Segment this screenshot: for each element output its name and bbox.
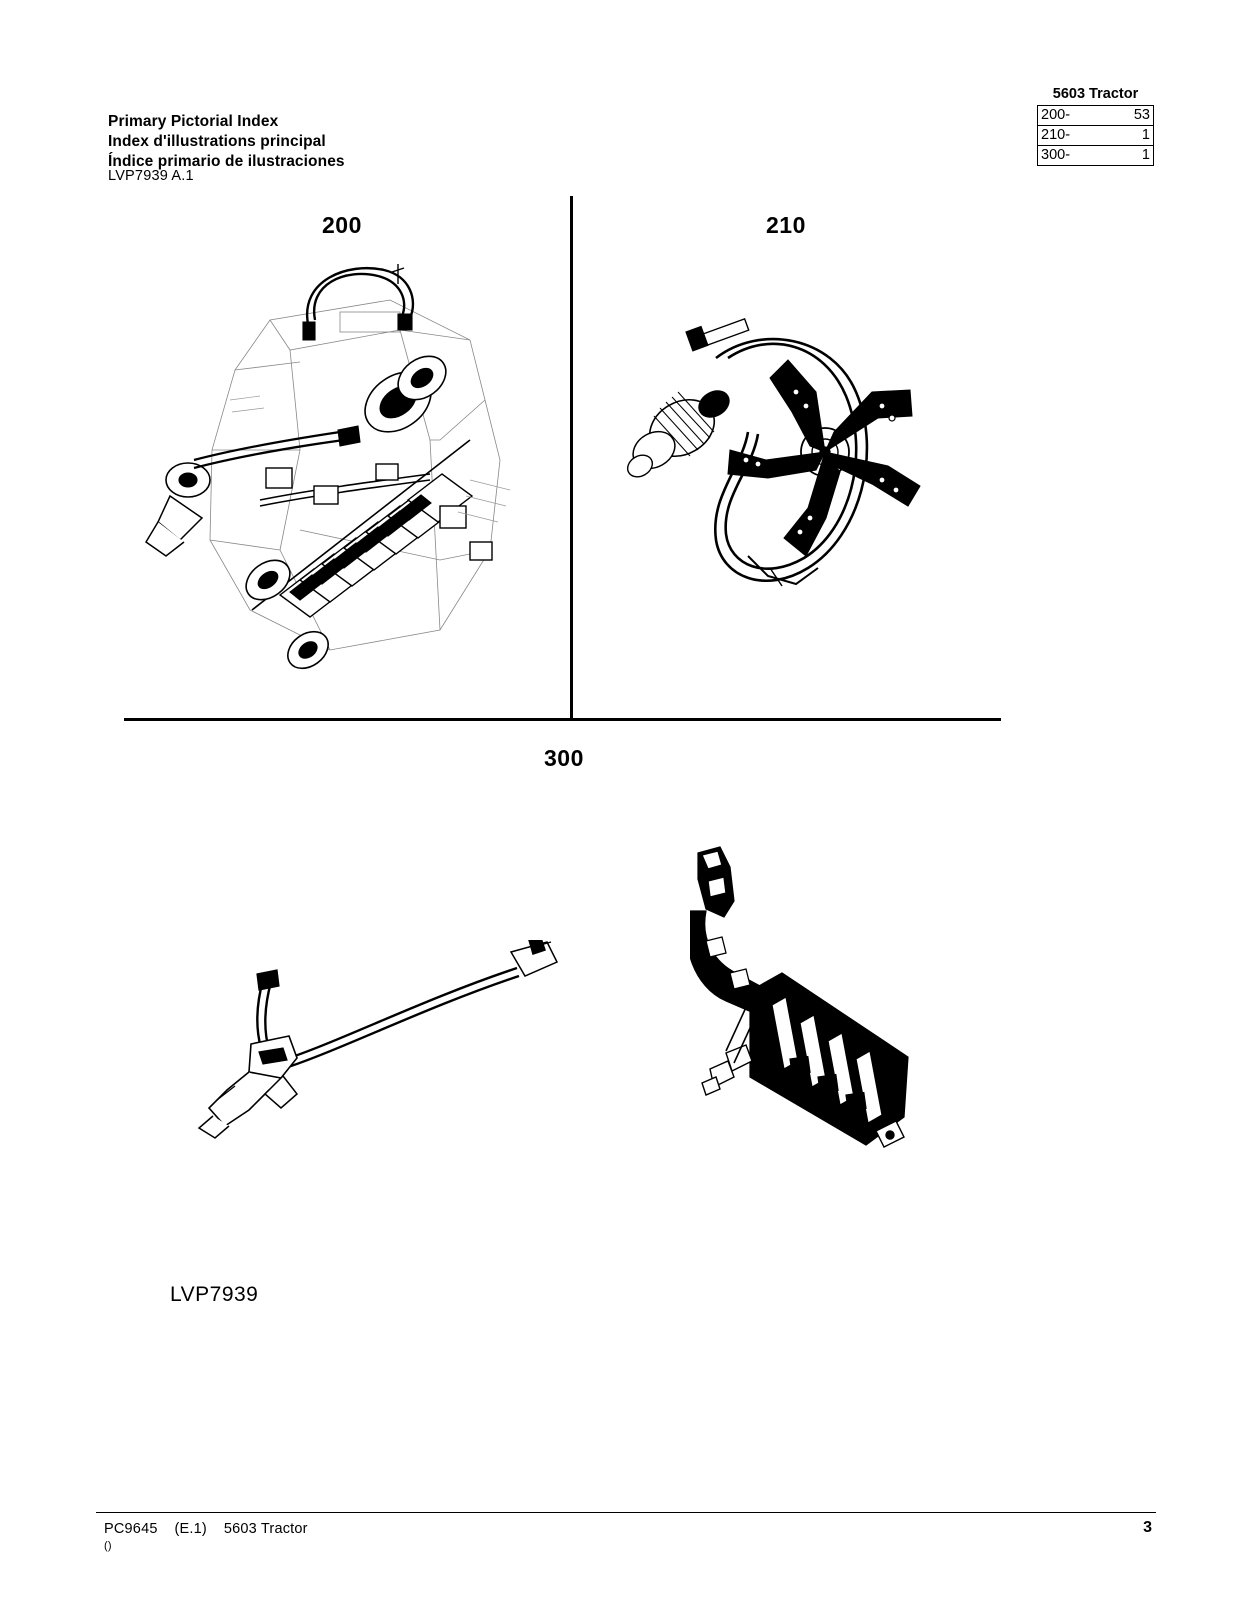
title-spanish: Índice primario de ilustraciones	[108, 153, 345, 170]
figure-label-210: 210	[766, 212, 806, 238]
figure-label-200: 200	[322, 212, 362, 238]
section-index-table	[1037, 105, 1154, 166]
section-code: 200-	[1041, 107, 1071, 123]
section-page: 53	[1133, 107, 1150, 123]
document-title: 5603 Tractor	[1052, 86, 1139, 102]
figure-code: LVP7939 A.1	[108, 168, 194, 184]
title-english: Primary Pictorial Index	[108, 113, 279, 130]
vertical-divider	[570, 196, 573, 720]
figure-image-200	[140, 250, 550, 690]
page-number: 3	[1143, 1519, 1152, 1536]
section-page: 1	[1141, 147, 1150, 163]
figure-label-300: 300	[544, 745, 584, 771]
figure-image-300-left	[185, 940, 565, 1140]
table-row	[1038, 126, 1153, 146]
footer-subline: ()	[104, 1540, 112, 1552]
manual-model: 5603 Tractor	[223, 1521, 308, 1537]
section-code: 300-	[1041, 147, 1071, 163]
manual-edition: (E.1)	[174, 1521, 207, 1537]
footer-left	[104, 1521, 308, 1552]
figure-caption: LVP7939	[170, 1283, 259, 1306]
figure-image-210	[620, 300, 950, 610]
footer-divider	[96, 1512, 1156, 1513]
table-row	[1038, 146, 1153, 165]
table-row	[1038, 106, 1153, 126]
horizontal-divider	[124, 718, 1001, 721]
title-french: Index d'illustrations principal	[108, 133, 326, 150]
section-code: 210-	[1041, 127, 1071, 143]
figure-image-300-right	[690, 845, 940, 1175]
manual-number: PC9645	[104, 1521, 158, 1537]
header-titles	[108, 112, 748, 172]
header-index-block	[1037, 86, 1154, 166]
section-page: 1	[1141, 127, 1150, 143]
